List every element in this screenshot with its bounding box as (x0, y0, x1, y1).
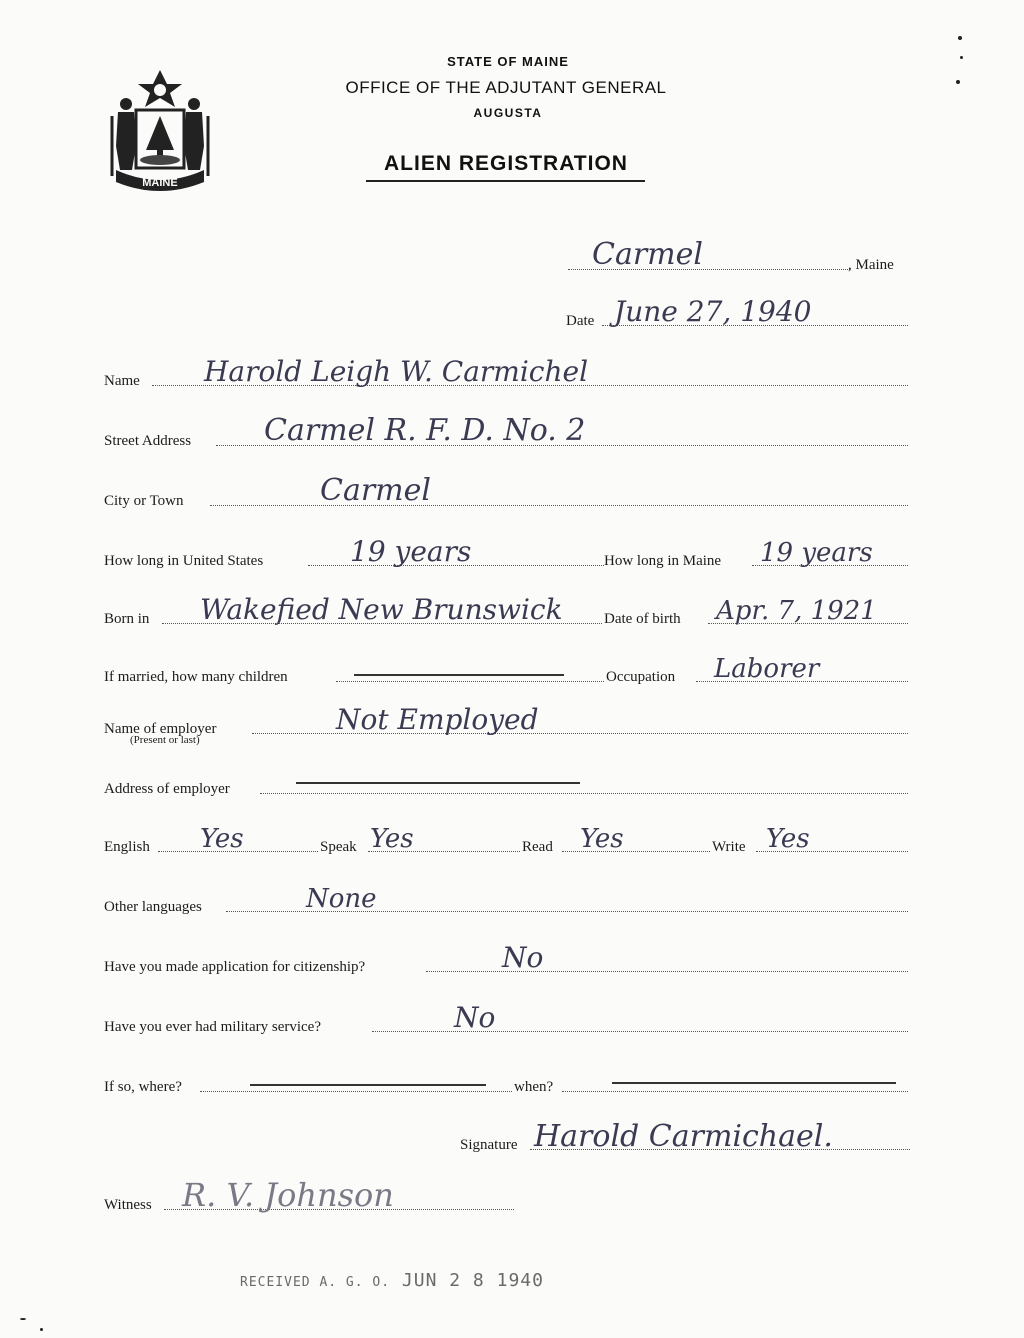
witness-value: R. V. Johnson (182, 1176, 394, 1214)
employer-address-dash (296, 782, 580, 784)
witness-label: Witness (104, 1197, 152, 1213)
employer-sublabel: (Present or last) (130, 734, 200, 746)
speak-label: Speak (320, 839, 357, 855)
street-address-label: Street Address (104, 433, 192, 449)
speak-value: Yes (370, 824, 414, 854)
city-value: Carmel (320, 473, 431, 508)
born-in-label: Born in (104, 611, 150, 627)
street-address-value: Carmel R. F. D. No. 2 (264, 413, 586, 448)
stamp-date: JUN 2 8 1940 (401, 1270, 544, 1291)
born-in-value: Wakefied New Brunswick (200, 593, 563, 626)
state-heading: STATE OF MAINE (447, 54, 569, 69)
other-languages-label: Other languages (104, 899, 202, 915)
occupation-label: Occupation (606, 669, 676, 685)
where-dash (250, 1084, 486, 1086)
office-heading: OFFICE OF THE ADJUTANT GENERAL (345, 78, 667, 97)
citizenship-value: No (502, 941, 544, 974)
how-long-maine-value: 19 years (760, 538, 873, 568)
write-value: Yes (766, 824, 810, 854)
name-label: Name (104, 373, 140, 389)
received-stamp (240, 1270, 544, 1291)
children-dash (354, 674, 564, 676)
english-value: Yes (200, 824, 244, 854)
date-value: June 27, 1940 (614, 295, 812, 328)
military-value: No (454, 1001, 496, 1034)
occupation-value: Laborer (714, 654, 820, 684)
city-label: City or Town (104, 493, 184, 509)
when-dash (612, 1082, 896, 1084)
read-value: Yes (580, 824, 624, 854)
write-label: Write (712, 839, 746, 855)
city-heading: AUGUSTA (473, 106, 543, 120)
children-label: If married, how many children (104, 669, 288, 685)
employer-address-label: Address of employer (104, 781, 230, 797)
place-value: Carmel (592, 237, 703, 272)
military-label: Have you ever had military service? (104, 1019, 321, 1035)
state-seal-icon (106, 66, 214, 192)
employer-value: Not Employed (336, 703, 539, 736)
where-label: If so, where? (104, 1079, 182, 1095)
signature-label: Signature (460, 1137, 518, 1153)
citizenship-label: Have you made application for citizenship? (104, 959, 366, 975)
date-of-birth-value: Apr. 7, 1921 (716, 596, 877, 626)
other-languages-value: None (306, 884, 377, 914)
date-of-birth-label: Date of birth (604, 611, 681, 627)
employer-label: Name of employer (104, 721, 217, 737)
how-long-us-value: 19 years (350, 535, 472, 568)
place-label: , Maine (848, 257, 894, 273)
read-label: Read (522, 839, 553, 855)
form-title: ALIEN REGISTRATION (384, 152, 628, 175)
name-value: Harold Leigh W. Carmichel (204, 355, 589, 388)
how-long-us-label: How long in United States (104, 553, 264, 569)
date-label: Date (566, 313, 595, 329)
seal-text: MAINE (142, 177, 178, 189)
title-underline (366, 180, 645, 182)
stamp-prefix: RECEIVED A. G. O. (240, 1275, 391, 1290)
when-label: when? (514, 1079, 554, 1095)
how-long-maine-label: How long in Maine (604, 553, 722, 569)
english-label: English (104, 839, 150, 855)
signature-value: Harold Carmichael. (534, 1119, 833, 1154)
